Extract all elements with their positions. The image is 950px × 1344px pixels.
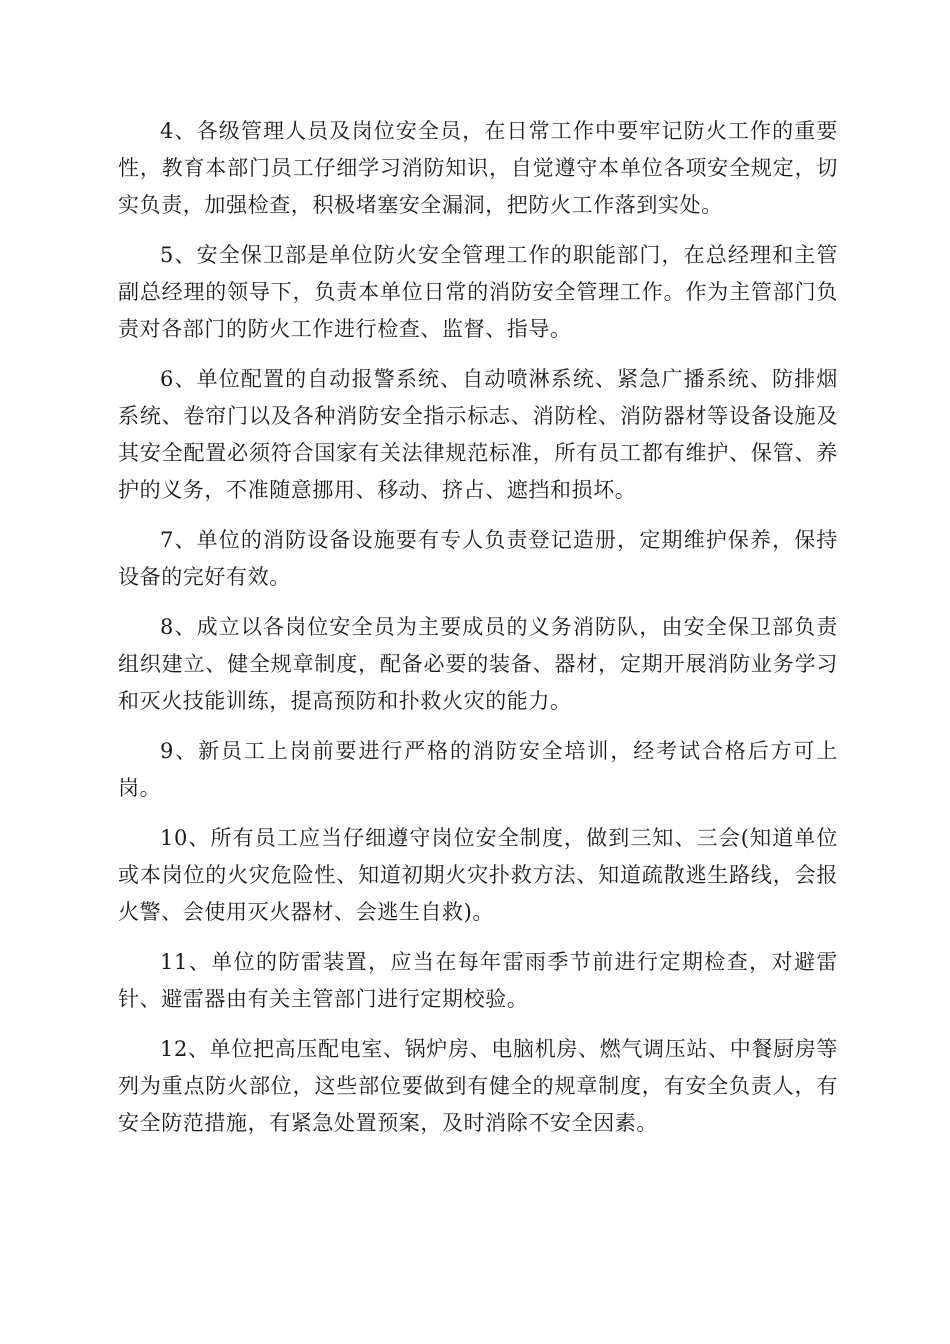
paragraph-item-11: 11、单位的防雷装置，应当在每年雷雨季节前进行定期检查，对避雷针、避雷器由有关主管部门进行定期校验。 (118, 950, 838, 1011)
paragraph-item-12: 12、单位把高压配电室、锅炉房、电脑机房、燃气调压站、中餐厨房等列为重点防火部位，这些部位要做到有健全的规章制度，有安全负责人，有安全防范措施，有紧急处置预案，及时消除不安全因素。 (118, 1037, 838, 1135)
paragraph-item-7: 7、单位的消防设备设施要有专人负责登记造册，定期维护保养，保持设备的完好有效。 (118, 528, 838, 589)
document-body (118, 113, 838, 1155)
paragraph-item-4: 4、各级管理人员及岗位安全员，在日常工作中要牢记防火工作的重要性，教育本部门员工仔细学习消防知识，自觉遵守本单位各项安全规定，切实负责，加强检查，积极堵塞安全漏洞，把防火工作落到实处。 (118, 119, 838, 217)
paragraph-item-6: 6、单位配置的自动报警系统、自动喷淋系统、紧急广播系统、防排烟系统、卷帘门以及各种消防安全指示标志、消防栓、消防器材等设备设施及其安全配置必须符合国家有关法律规范标准，所有员工都有维护、保管、养护的义务，不准随意挪用、移动、挤占、遮挡和损坏。 (118, 367, 838, 502)
paragraph-item-9: 9、新员工上岗前要进行严格的消防安全培训，经考试合格后方可上岗。 (118, 739, 838, 800)
paragraph-item-5: 5、安全保卫部是单位防火安全管理工作的职能部门，在总经理和主管副总经理的领导下，负责本单位日常的消防安全管理工作。作为主管部门负责对各部门的防火工作进行检查、监督、指导。 (118, 243, 838, 341)
paragraph-item-8: 8、成立以各岗位安全员为主要成员的义务消防队，由安全保卫部负责组织建立、健全规章制度，配备必要的装备、器材，定期开展消防业务学习和灭火技能训练，提高预防和扑救火灾的能力。 (118, 615, 838, 713)
paragraph-item-10: 10、所有员工应当仔细遵守岗位安全制度，做到三知、三会(知道单位或本岗位的火灾危险性、知道初期火灾扑救方法、知道疏散逃生路线，会报火警、会使用灭火器材、会逃生自救)。 (118, 826, 838, 924)
